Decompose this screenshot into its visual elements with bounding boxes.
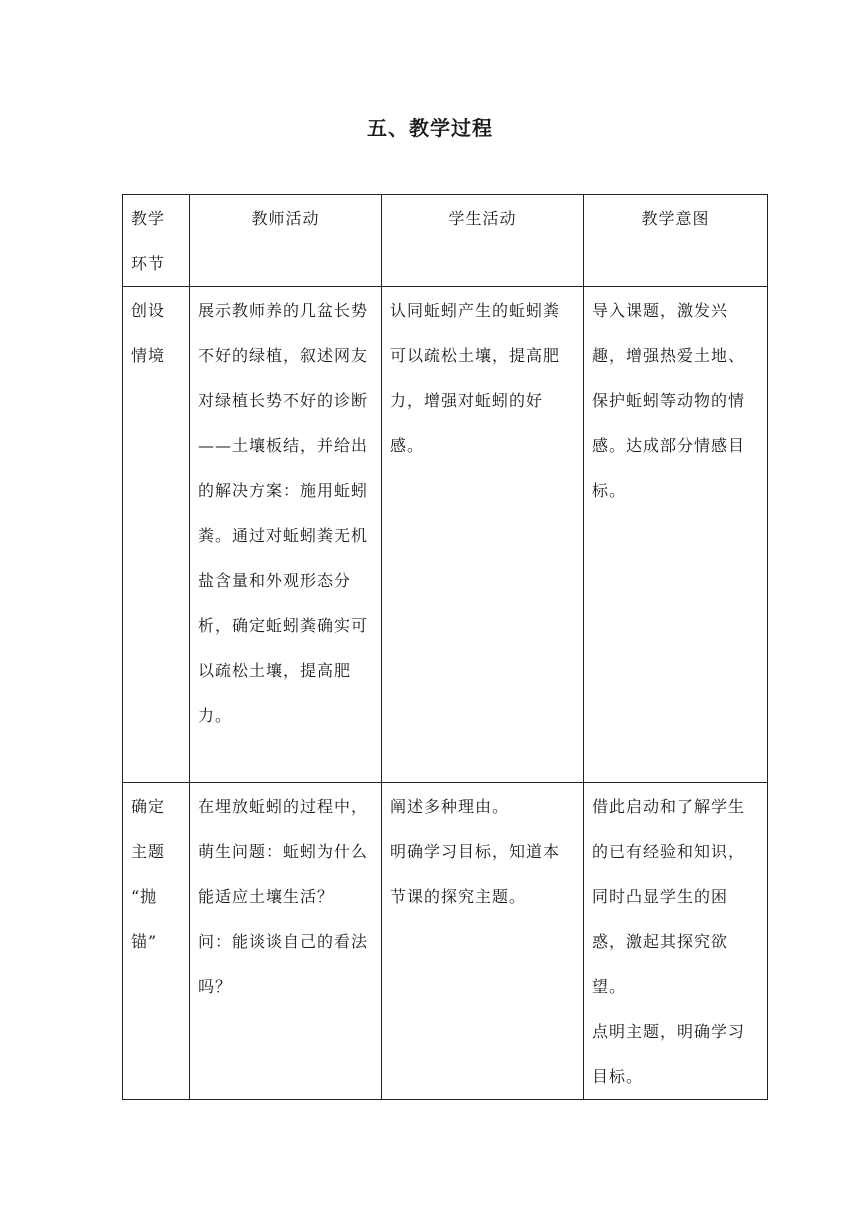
header-stage (123, 195, 190, 287)
teaching-intent-text: 点明主题，明确学习目标。 (592, 1022, 746, 1086)
stage-cell (123, 287, 190, 783)
student-activity-cell (382, 287, 584, 783)
header-stage-line: 教学 (131, 209, 166, 228)
student-activity-cell (382, 783, 584, 1100)
page-title: 五、教学过程 (367, 116, 493, 140)
teaching-process-table (122, 194, 768, 1100)
teacher-activity-cell (190, 783, 382, 1100)
header-teacher-activity: 教师活动 (190, 195, 382, 287)
teaching-intent-text: 借此启动和了解学生的已有经验和知识，同时凸显学生的困惑，激起其探究欲望。 (592, 797, 746, 996)
stage-line: 创设 (131, 301, 166, 320)
teacher-activity-cell (190, 287, 382, 783)
stage-line: 主题 (131, 842, 166, 861)
table-row (123, 783, 768, 1100)
stage-line: “抛 (131, 887, 158, 906)
stage-line: 确定 (131, 797, 166, 816)
table-row (123, 287, 768, 783)
teaching-intent-cell (584, 287, 768, 783)
header-teaching-intent: 教学意图 (584, 195, 768, 287)
stage-line: 锚” (131, 932, 158, 951)
student-activity-text: 阐述多种理由。 (390, 797, 510, 816)
stage-cell (123, 783, 190, 1100)
stage-line: 情境 (131, 346, 166, 365)
student-activity-text: 明确学习目标，知道本节课的探究主题。 (390, 842, 561, 906)
table-header-row (123, 195, 768, 287)
teacher-activity-text: 展示教师养的几盆长势不好的绿植，叙述网友对绿植长势不好的诊断——土壤板结，并给出的解决方案：施用蚯蚓粪。通过对蚯蚓粪无机盐含量和外观形态分析，确定蚯蚓粪确实可以疏松土壤，提高肥力。 (198, 301, 369, 725)
header-student-activity: 学生活动 (382, 195, 584, 287)
teaching-intent-text: 导入课题，激发兴趣，增强热爱土地、保护蚯蚓等动物的情感。达成部分情感目标。 (592, 301, 746, 500)
student-activity-text: 认同蚯蚓产生的蚯蚓粪可以疏松土壤，提高肥力，增强对蚯蚓的好感。 (390, 301, 561, 455)
teacher-activity-text: 在埋放蚯蚓的过程中，萌生问题：蚯蚓为什么能适应土壤生活？ (198, 797, 369, 906)
header-stage-line: 环节 (131, 254, 166, 273)
teacher-activity-text: 问：能谈谈自己的看法吗？ (198, 932, 369, 996)
teaching-intent-cell (584, 783, 768, 1100)
